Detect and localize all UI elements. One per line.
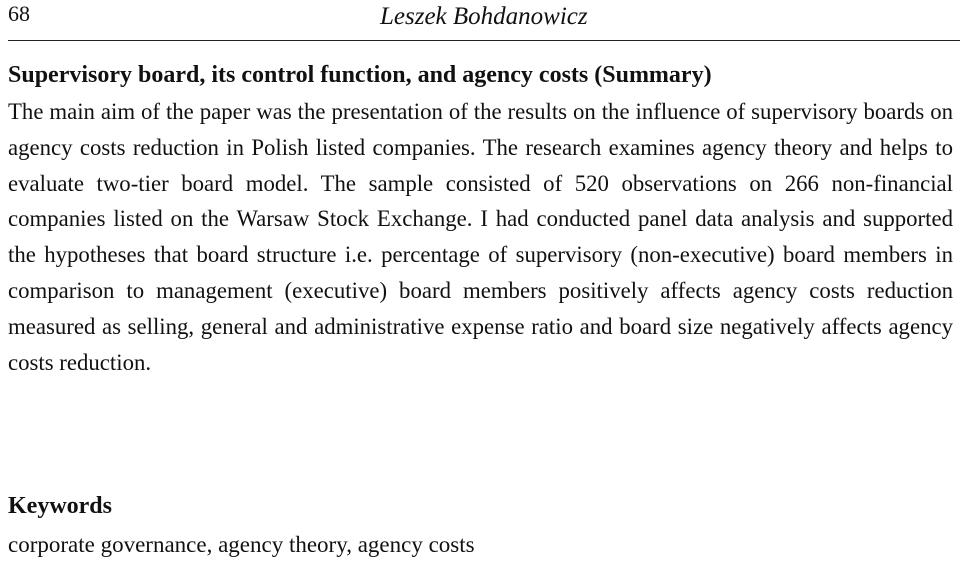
document-page bbox=[8, 0, 953, 565]
running-author: Leszek Bohdanowicz bbox=[380, 3, 588, 30]
keywords-heading: Keywords bbox=[8, 493, 112, 519]
summary-body: The main aim of the paper was the presentation of the results on the influence of supervisory boards on agency costs reduction in Polish listed companies. The research examines agency theory and helps to evaluate two-tier board model. The sample consisted of 520 observations on 266 non-financial companies listed on the Warsaw Stock Exchange. I had conducted panel data analysis and supported the hypotheses that board structure i.e. percentage of supervisory (non-executive) board members in comparison to management (executive) board members positively affects agency costs reduction measured as selling, general and administrative expense ratio and board size negatively affects agency costs reduction. bbox=[8, 99, 953, 375]
running-header bbox=[8, 0, 960, 41]
summary-title: Supervisory board, its control function, and agency costs (Summary) bbox=[8, 62, 712, 88]
page-number: 68 bbox=[8, 1, 30, 26]
keywords-list: corporate governance, agency theory, agency costs bbox=[8, 532, 475, 557]
